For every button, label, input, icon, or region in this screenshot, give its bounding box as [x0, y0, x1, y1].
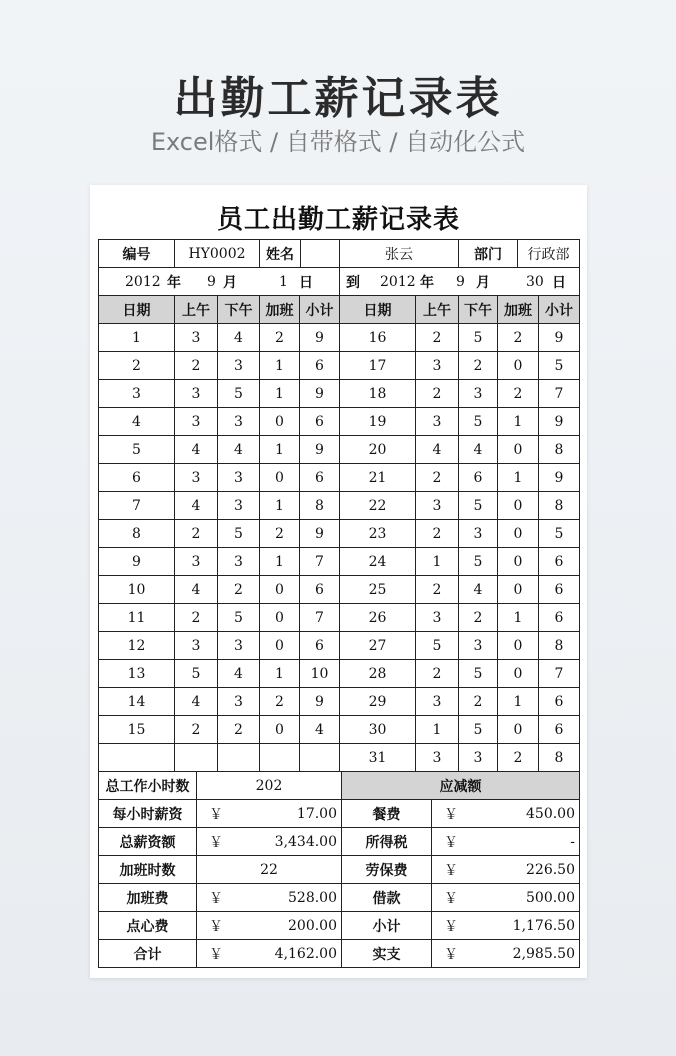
- table-cell[interactable]: 3: [175, 324, 218, 352]
- table-cell[interactable]: 20: [340, 436, 416, 464]
- table-row: [99, 744, 580, 772]
- id-value[interactable]: HY0002: [175, 240, 260, 268]
- table-cell[interactable]: 6: [300, 632, 340, 660]
- end-year-label: 年: [420, 274, 434, 291]
- name-cells: [260, 240, 340, 268]
- table-cell[interactable]: 1: [260, 436, 300, 464]
- table-cell[interactable]: 6: [539, 688, 580, 716]
- sheet-title: 员工出勤工薪记录表: [216, 205, 460, 235]
- table-cell[interactable]: 2: [416, 324, 459, 352]
- table-row: [99, 576, 580, 604]
- table-cell[interactable]: 26: [340, 604, 416, 632]
- table-cell[interactable]: 2: [416, 520, 459, 548]
- table-cell[interactable]: 1: [99, 324, 175, 352]
- dept-label: 部门: [459, 240, 518, 267]
- table-cell[interactable]: 2: [218, 716, 260, 744]
- table-cell[interactable]: 0: [498, 436, 539, 464]
- table-cell[interactable]: 1: [416, 716, 459, 744]
- table-cell[interactable]: 0: [498, 352, 539, 380]
- table-cell[interactable]: 3: [416, 408, 459, 436]
- table-cell[interactable]: 2: [175, 520, 218, 548]
- table-cell[interactable]: 4: [416, 436, 459, 464]
- col-header: 小计: [300, 296, 340, 324]
- start-year: 2012: [125, 273, 161, 290]
- table-cell[interactable]: 3: [218, 492, 260, 520]
- table-cell[interactable]: 6: [300, 576, 340, 604]
- table-cell[interactable]: 2: [416, 380, 459, 408]
- deduction-value[interactable]: [432, 828, 580, 856]
- table-cell[interactable]: 4: [175, 492, 218, 520]
- table-cell[interactable]: 3: [416, 688, 459, 716]
- table-cell[interactable]: 9: [300, 380, 340, 408]
- period-end[interactable]: [340, 268, 580, 296]
- table-cell[interactable]: 3: [218, 632, 260, 660]
- table-cell[interactable]: 13: [99, 660, 175, 688]
- deduction-value[interactable]: [432, 884, 580, 912]
- table-cell[interactable]: 25: [340, 576, 416, 604]
- col-header: 加班: [260, 296, 300, 324]
- table-cell[interactable]: 3: [416, 604, 459, 632]
- table-cell[interactable]: 6: [539, 716, 580, 744]
- amount: 17.00: [296, 805, 337, 822]
- table-cell[interactable]: 3: [218, 688, 260, 716]
- table-row: [99, 688, 580, 716]
- table-cell[interactable]: 24: [340, 548, 416, 576]
- table-cell[interactable]: 5: [459, 324, 498, 352]
- summary-row: [99, 884, 580, 912]
- end-month: 9: [456, 273, 465, 290]
- page-subtitle: Excel格式 / 自带格式 / 自动化公式: [150, 128, 526, 156]
- table-cell[interactable]: 3: [459, 380, 498, 408]
- amount: 3,434.00: [274, 833, 337, 850]
- end-month-label: 月: [476, 274, 490, 291]
- table-cell[interactable]: 3: [175, 408, 218, 436]
- table-cell[interactable]: 3: [459, 744, 498, 772]
- to-label: 到: [346, 274, 360, 291]
- table-cell[interactable]: 10: [300, 660, 340, 688]
- table-cell[interactable]: 0: [260, 632, 300, 660]
- table-cell[interactable]: 2: [498, 380, 539, 408]
- table-cell[interactable]: 1: [260, 352, 300, 380]
- table-cell[interactable]: 9: [539, 324, 580, 352]
- table-cell[interactable]: 2: [175, 352, 218, 380]
- table-cell[interactable]: 7: [539, 660, 580, 688]
- table-cell[interactable]: 9: [300, 688, 340, 716]
- table-cell[interactable]: 5: [416, 632, 459, 660]
- table-cell[interactable]: 9: [300, 436, 340, 464]
- table-cell[interactable]: 2: [260, 688, 300, 716]
- table-cell[interactable]: 4: [218, 660, 260, 688]
- table-row: [99, 436, 580, 464]
- table-cell[interactable]: 3: [218, 464, 260, 492]
- table-cell[interactable]: 4: [175, 688, 218, 716]
- table-cell[interactable]: 0: [498, 632, 539, 660]
- table-cell[interactable]: 3: [459, 632, 498, 660]
- summary-label: 合计: [99, 940, 197, 968]
- table-row: [99, 632, 580, 660]
- table-cell[interactable]: 3: [218, 352, 260, 380]
- table-cell[interactable]: 0: [260, 716, 300, 744]
- table-row: [99, 324, 580, 352]
- table-cell[interactable]: 2: [498, 744, 539, 772]
- amount: 22: [260, 861, 278, 878]
- table-row: [99, 604, 580, 632]
- table-cell[interactable]: 8: [539, 492, 580, 520]
- summary-label: 总薪资额: [99, 828, 197, 856]
- table-cell[interactable]: 3: [175, 632, 218, 660]
- table-cell[interactable]: 17: [340, 352, 416, 380]
- deduction-label: 餐费: [342, 800, 432, 828]
- dept-cells: [459, 240, 580, 268]
- deduction-label: 实支: [342, 940, 432, 968]
- table-cell[interactable]: 12: [99, 632, 175, 660]
- table-cell[interactable]: 2: [260, 520, 300, 548]
- col-header: 上午: [416, 296, 459, 324]
- table-cell[interactable]: 2: [175, 716, 218, 744]
- table-row: [99, 352, 580, 380]
- summary-value[interactable]: [197, 856, 342, 884]
- table-cell[interactable]: 7: [539, 380, 580, 408]
- table-cell[interactable]: 5: [539, 520, 580, 548]
- table-cell[interactable]: 8: [99, 520, 175, 548]
- table-cell[interactable]: 3: [175, 464, 218, 492]
- table-row: [99, 520, 580, 548]
- summary-value[interactable]: [197, 884, 342, 912]
- name-value[interactable]: 张云: [340, 240, 459, 268]
- table-cell[interactable]: 3: [459, 520, 498, 548]
- col-header: 下午: [459, 296, 498, 324]
- table-cell[interactable]: 8: [539, 744, 580, 772]
- table-cell[interactable]: 7: [300, 548, 340, 576]
- currency-symbol: ￥: [209, 806, 223, 823]
- table-cell[interactable]: 7: [300, 604, 340, 632]
- table-cell[interactable]: 0: [260, 604, 300, 632]
- table-cell[interactable]: 0: [260, 576, 300, 604]
- start-day-label: 日: [299, 274, 313, 291]
- amount: 500.00: [526, 889, 575, 906]
- summary-label: 加班时数: [99, 856, 197, 884]
- table-row: [99, 660, 580, 688]
- currency-symbol: ￥: [209, 834, 223, 851]
- currency-symbol: ￥: [209, 946, 223, 963]
- amount: 528.00: [288, 889, 337, 906]
- table-row: [99, 716, 580, 744]
- dept-value[interactable]: 行政部: [527, 246, 570, 263]
- amount: 450.00: [526, 805, 575, 822]
- summary-row: [99, 800, 580, 828]
- col-header: 日期: [99, 296, 175, 324]
- table-cell[interactable]: 11: [99, 604, 175, 632]
- table-cell[interactable]: 2: [498, 324, 539, 352]
- table-cell[interactable]: 30: [340, 716, 416, 744]
- table-cell[interactable]: 3: [99, 380, 175, 408]
- table-cell[interactable]: 15: [99, 716, 175, 744]
- deduction-label: 小计: [342, 912, 432, 940]
- table-cell[interactable]: 5: [175, 660, 218, 688]
- table-cell[interactable]: 4: [218, 324, 260, 352]
- table-cell[interactable]: 10: [99, 576, 175, 604]
- table-cell[interactable]: 6: [459, 464, 498, 492]
- table-cell[interactable]: 23: [340, 520, 416, 548]
- table-cell[interactable]: 19: [340, 408, 416, 436]
- table-cell[interactable]: 3: [416, 352, 459, 380]
- table-cell[interactable]: 6: [99, 464, 175, 492]
- deduction-label: 所得税: [342, 828, 432, 856]
- table-cell[interactable]: 2: [459, 688, 498, 716]
- amount: 2,985.50: [512, 945, 575, 962]
- table-cell[interactable]: 2: [459, 604, 498, 632]
- table-cell[interactable]: 2: [459, 352, 498, 380]
- table-cell[interactable]: 5: [459, 548, 498, 576]
- table-cell[interactable]: 9: [300, 520, 340, 548]
- table-cell[interactable]: 7: [99, 492, 175, 520]
- amount: -: [570, 833, 575, 850]
- table-cell[interactable]: 8: [539, 436, 580, 464]
- table-cell[interactable]: 2: [416, 660, 459, 688]
- currency-symbol: ￥: [444, 862, 458, 879]
- name-value-spacer: [301, 240, 339, 267]
- table-cell[interactable]: 5: [218, 604, 260, 632]
- table-cell[interactable]: 5: [459, 716, 498, 744]
- column-header-row: [99, 296, 580, 324]
- table-cell[interactable]: 0: [260, 464, 300, 492]
- table-cell[interactable]: 2: [218, 576, 260, 604]
- table-cell[interactable]: 4: [99, 408, 175, 436]
- summary-value[interactable]: [197, 940, 342, 968]
- amount: 4,162.00: [274, 945, 337, 962]
- table-cell[interactable]: [300, 744, 340, 772]
- period-start[interactable]: [99, 268, 340, 296]
- table-row: [99, 408, 580, 436]
- page-title: 出勤工薪记录表: [173, 73, 503, 124]
- table-cell[interactable]: 28: [340, 660, 416, 688]
- table-cell[interactable]: 3: [416, 744, 459, 772]
- col-header: 小计: [539, 296, 580, 324]
- table-cell[interactable]: 1: [260, 660, 300, 688]
- table-cell[interactable]: 3: [175, 380, 218, 408]
- info-row: [99, 240, 580, 268]
- table-row: [99, 380, 580, 408]
- table-cell[interactable]: 9: [99, 548, 175, 576]
- table-cell[interactable]: 5: [459, 660, 498, 688]
- start-day: 1: [279, 273, 288, 290]
- table-cell[interactable]: 5: [218, 520, 260, 548]
- table-cell[interactable]: 0: [498, 660, 539, 688]
- summary-row: [99, 940, 580, 968]
- deduction-label: 借款: [342, 884, 432, 912]
- amount: 1,176.50: [512, 917, 575, 934]
- currency-symbol: ￥: [209, 890, 223, 907]
- table-cell[interactable]: 27: [340, 632, 416, 660]
- total-hours-row: [99, 772, 580, 800]
- summary-label: 点心费: [99, 912, 197, 940]
- table-cell[interactable]: 6: [539, 604, 580, 632]
- start-year-label: 年: [167, 274, 181, 291]
- table-cell[interactable]: 5: [539, 352, 580, 380]
- table-cell[interactable]: 3: [218, 408, 260, 436]
- deductions-header: 应减额: [342, 772, 580, 800]
- amount: 200.00: [288, 917, 337, 934]
- deduction-value[interactable]: [432, 940, 580, 968]
- summary-value[interactable]: [197, 828, 342, 856]
- summary-value[interactable]: [197, 912, 342, 940]
- table-cell[interactable]: 8: [300, 492, 340, 520]
- attendance-table: [98, 239, 580, 772]
- table-cell[interactable]: 0: [498, 520, 539, 548]
- table-row: [99, 492, 580, 520]
- table-cell[interactable]: 2: [260, 324, 300, 352]
- table-cell[interactable]: 0: [498, 548, 539, 576]
- table-cell[interactable]: 1: [498, 408, 539, 436]
- end-day-label: 日: [552, 274, 566, 291]
- col-header: 加班: [498, 296, 539, 324]
- table-cell[interactable]: [175, 744, 218, 772]
- table-cell[interactable]: 18: [340, 380, 416, 408]
- currency-symbol: ￥: [209, 918, 223, 935]
- table-cell[interactable]: 1: [498, 604, 539, 632]
- table-cell[interactable]: 5: [459, 408, 498, 436]
- table-cell[interactable]: 4: [218, 436, 260, 464]
- table-cell[interactable]: 21: [340, 464, 416, 492]
- table-cell[interactable]: 2: [416, 464, 459, 492]
- currency-symbol: ￥: [444, 918, 458, 935]
- summary-label: 每小时薪资: [99, 800, 197, 828]
- currency-symbol: ￥: [444, 834, 458, 851]
- table-cell[interactable]: 1: [260, 548, 300, 576]
- table-cell[interactable]: 9: [300, 324, 340, 352]
- table-row: [99, 464, 580, 492]
- table-cell[interactable]: 2: [99, 352, 175, 380]
- table-cell[interactable]: 2: [175, 604, 218, 632]
- table-cell[interactable]: 3: [175, 548, 218, 576]
- table-cell[interactable]: 3: [218, 548, 260, 576]
- table-cell[interactable]: 5: [218, 380, 260, 408]
- col-header: 上午: [175, 296, 218, 324]
- table-cell[interactable]: 31: [340, 744, 416, 772]
- summary-row: [99, 912, 580, 940]
- table-cell[interactable]: 6: [300, 352, 340, 380]
- currency-symbol: ￥: [444, 946, 458, 963]
- summary-row: [99, 856, 580, 884]
- table-cell[interactable]: 4: [459, 436, 498, 464]
- table-cell[interactable]: 0: [498, 716, 539, 744]
- table-cell[interactable]: 2: [416, 576, 459, 604]
- table-cell[interactable]: 6: [300, 408, 340, 436]
- table-cell[interactable]: 16: [340, 324, 416, 352]
- attendance-sheet: [90, 185, 587, 978]
- table-cell[interactable]: [99, 744, 175, 772]
- table-cell[interactable]: 1: [260, 380, 300, 408]
- table-cell[interactable]: 4: [175, 576, 218, 604]
- table-cell[interactable]: 22: [340, 492, 416, 520]
- start-month-label: 月: [223, 274, 237, 291]
- id-label: 编号: [99, 240, 175, 268]
- table-cell[interactable]: 14: [99, 688, 175, 716]
- table-cell[interactable]: [260, 744, 300, 772]
- table-cell[interactable]: 1: [416, 548, 459, 576]
- summary-label: 加班费: [99, 884, 197, 912]
- total-hours-value[interactable]: 202: [197, 772, 342, 800]
- table-cell[interactable]: 6: [300, 464, 340, 492]
- col-header: 日期: [340, 296, 416, 324]
- table-cell[interactable]: 9: [539, 408, 580, 436]
- deduction-value[interactable]: [432, 856, 580, 884]
- table-cell[interactable]: 0: [498, 576, 539, 604]
- col-header: 下午: [218, 296, 260, 324]
- period-row: [99, 268, 580, 296]
- table-cell[interactable]: 9: [539, 464, 580, 492]
- summary-value[interactable]: [197, 800, 342, 828]
- table-cell[interactable]: 4: [300, 716, 340, 744]
- table-cell[interactable]: 8: [539, 632, 580, 660]
- table-row: [99, 548, 580, 576]
- table-cell[interactable]: 1: [498, 464, 539, 492]
- deduction-label: 劳保费: [342, 856, 432, 884]
- name-label: 姓名: [260, 240, 301, 267]
- table-cell[interactable]: 5: [459, 492, 498, 520]
- table-cell[interactable]: 4: [175, 436, 218, 464]
- currency-symbol: ￥: [444, 890, 458, 907]
- currency-symbol: ￥: [444, 806, 458, 823]
- summary-row: [99, 828, 580, 856]
- table-cell[interactable]: 4: [459, 576, 498, 604]
- end-day: 30: [526, 273, 544, 290]
- table-cell[interactable]: 1: [498, 688, 539, 716]
- table-cell[interactable]: 1: [260, 492, 300, 520]
- end-year: 2012: [380, 273, 416, 290]
- table-cell[interactable]: 6: [539, 576, 580, 604]
- total-hours-label: 总工作小时数: [99, 772, 197, 800]
- deduction-value[interactable]: [432, 800, 580, 828]
- table-cell[interactable]: 0: [260, 408, 300, 436]
- table-cell[interactable]: 3: [416, 492, 459, 520]
- table-cell[interactable]: 5: [99, 436, 175, 464]
- start-month: 9: [207, 273, 216, 290]
- deduction-value[interactable]: [432, 912, 580, 940]
- amount: 226.50: [526, 861, 575, 878]
- table-cell[interactable]: [218, 744, 260, 772]
- summary-table: [98, 771, 580, 968]
- table-cell[interactable]: 29: [340, 688, 416, 716]
- table-cell[interactable]: 0: [498, 492, 539, 520]
- table-cell[interactable]: 6: [539, 548, 580, 576]
